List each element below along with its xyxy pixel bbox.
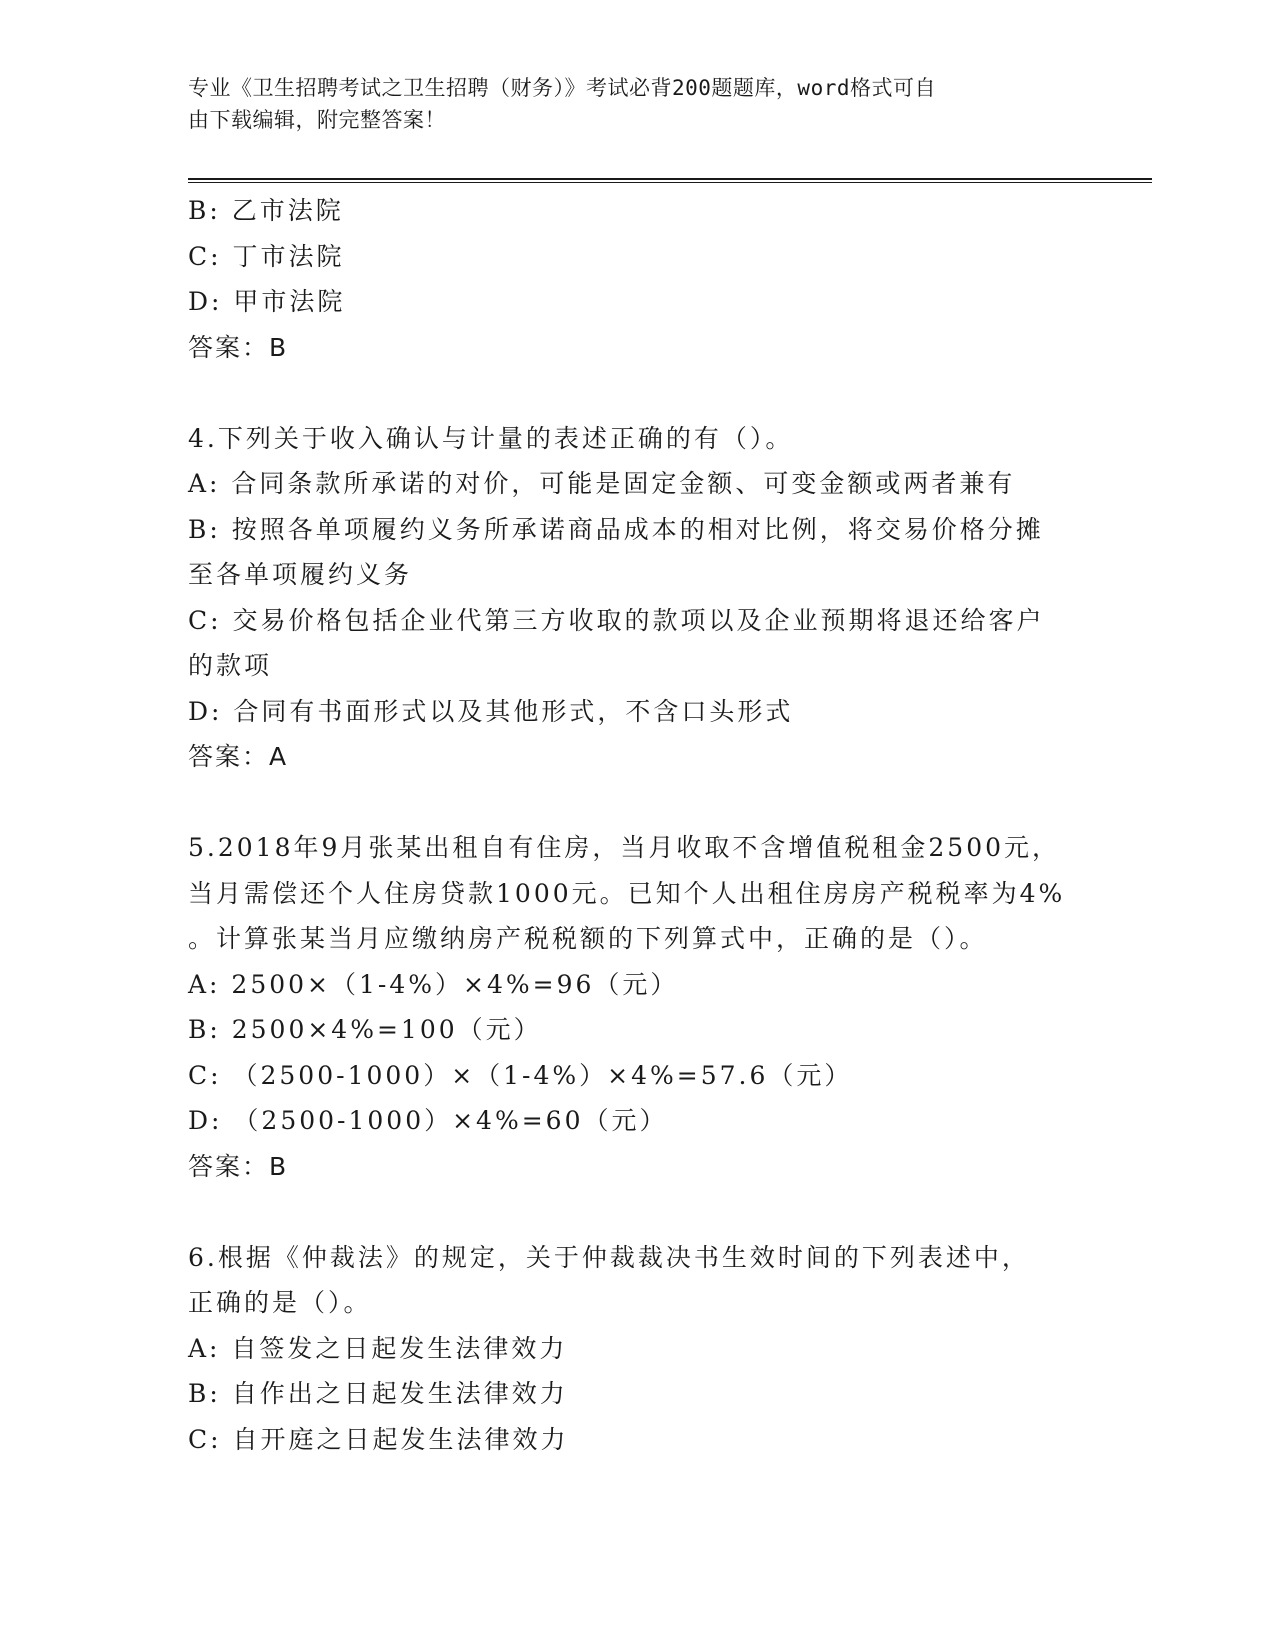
- q4-option-b-line1: B: 按照各单项履约义务所承诺商品成本的相对比例，将交易价格分摊: [188, 514, 1044, 544]
- q4-option-b-line2: 至各单项履约义务: [188, 560, 413, 589]
- q3-option-b: B: 乙市法院: [188, 196, 344, 225]
- header-divider-thin: [188, 182, 1152, 183]
- q5-option-d: D: （2500-1000）×4%=60（元）: [188, 1106, 668, 1135]
- q5-question-line3: 。计算张某当月应缴纳房产税税额的下列算式中，正确的是（）。: [188, 924, 988, 953]
- q5-option-b: B: 2500×4%=100（元）: [188, 1015, 542, 1044]
- header-line-1: 专业《卫生招聘考试之卫生招聘（财务）》考试必背200题题库，word格式可自: [188, 76, 936, 100]
- question-4-block: [188, 416, 1088, 780]
- q6-question-line1: 6.根据《仲裁法》的规定，关于仲裁裁决书生效时间的下列表述中，: [188, 1242, 1030, 1272]
- q3-answer: 答案：B: [188, 332, 289, 362]
- q4-answer: 答案：A: [188, 742, 289, 771]
- question-3-block: [188, 188, 1088, 370]
- question-6-block: [188, 1235, 1088, 1463]
- q3-option-d: D: 甲市法院: [188, 287, 346, 316]
- q5-question-line1: 5.2018年9月张某出租自有住房，当月收取不含增值税租金2500元，: [188, 833, 1061, 862]
- q5-option-a: A: 2500×（1-4%）×4%=96（元）: [188, 969, 679, 999]
- q5-option-c: C: （2500-1000）×（1-4%）×4%=57.6（元）: [188, 1060, 853, 1090]
- q5-answer: 答案：B: [188, 1151, 289, 1181]
- q4-option-d: D: 合同有书面形式以及其他形式，不含口头形式: [188, 696, 794, 726]
- q6-question-line2: 正确的是（）。: [188, 1288, 372, 1317]
- header-line-2: 由下载编辑，附完整答案！: [188, 108, 446, 132]
- q4-option-c-line1: C: 交易价格包括企业代第三方收取的款项以及企业预期将退还给客户: [188, 605, 1045, 635]
- spacer: [188, 780, 1088, 826]
- question-content: [188, 188, 1088, 1462]
- spacer: [188, 1189, 1088, 1235]
- q6-option-c: C: 自开庭之日起发生法律效力: [188, 1424, 569, 1454]
- page-header: [188, 72, 1068, 136]
- q5-question-line2: 当月需偿还个人住房贷款1000元。已知个人出租住房房产税税率为4%: [188, 878, 1066, 908]
- q6-option-a: A: 自签发之日起发生法律效力: [188, 1333, 568, 1363]
- header-divider-thick: [188, 178, 1152, 180]
- question-5-block: [188, 825, 1088, 1189]
- spacer: [188, 370, 1088, 416]
- q6-option-b: B: 自作出之日起发生法律效力: [188, 1379, 568, 1408]
- q4-question: 4.下列关于收入确认与计量的表述正确的有（）。: [188, 423, 794, 453]
- q4-option-a: A: 合同条款所承诺的对价，可能是固定金额、可变金额或两者兼有: [188, 469, 1016, 498]
- q4-option-c-line2: 的款项: [188, 651, 273, 680]
- q3-option-c: C: 丁市法院: [188, 241, 345, 271]
